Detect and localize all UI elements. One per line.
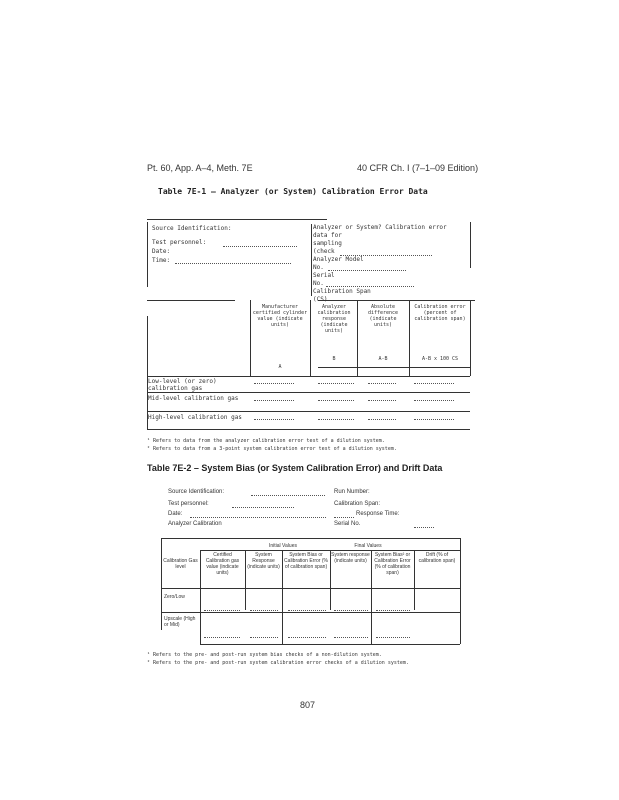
analyzer-meta-8: Calibration Span	[313, 288, 371, 295]
time-label: Time:	[152, 257, 171, 264]
t1-col-certified-value: Manufacturer certified cylinder value (indicate units)	[252, 304, 308, 328]
analyzer-meta-5: No.	[313, 264, 324, 271]
t2-analyzer-calibration: Analyzer Calibration	[168, 521, 222, 527]
analyzer-meta-9: (CS)	[313, 296, 328, 303]
t1-col-absolute-difference: Absolute difference (indicate units)	[367, 304, 399, 328]
analyzer-meta-6: Serial	[313, 272, 335, 279]
t1-row-low-level: Low-level (or zero) calibration gas	[148, 378, 217, 392]
t1-row-high-level: High-level calibration gas	[148, 414, 242, 421]
t1-letter-formula: A-B x 100 CS	[421, 356, 459, 362]
t2-col-gas-level: Calibration Gas level	[163, 558, 198, 570]
t2-col-final-bias: System Bias² or Calibration Error (% of calibration span)	[374, 552, 411, 576]
analyzer-meta-1: data for	[313, 232, 342, 239]
t2-test-personnel: Test personnel:	[168, 501, 209, 507]
t1-row-mid-level: Mid-level calibration gas	[148, 395, 239, 402]
t1-footnote-1: ¹ Refers to data from the analyzer calibration error test of a dilution system.	[147, 438, 385, 444]
analyzer-meta-4: Analyzer Model	[313, 256, 364, 263]
t2-row-upscale: Upscale (High or Mid)	[164, 616, 196, 628]
t2-col-drift: Drift (% of calibration span)	[418, 552, 456, 564]
date-label: Date:	[152, 248, 171, 255]
t2-footnote-1: ¹ Refers to the pre- and post-run system bias checks of a non-dilution system.	[147, 652, 382, 658]
table2-title: Table 7E-2 – System Bias (or System Calibration Error) and Drift Data	[147, 463, 443, 473]
t2-col-system-response: System Response (indicate units)	[247, 552, 280, 570]
t2-col-system-bias: System Bias or Calibration Error (% of calibration span)	[284, 552, 328, 570]
t2-run-number: Run Number:	[334, 489, 370, 495]
t1-footnote-2: ² Refers to data from a 3-point system calibration error test of a dilution system.	[147, 446, 397, 452]
t1-letter-a-minus-b: A-B	[378, 356, 388, 362]
test-personnel-label: Test personnel:	[152, 239, 207, 246]
running-header-right: 40 CFR Ch. I (7–1–09 Edition)	[357, 163, 479, 173]
page-number: 807	[300, 700, 316, 710]
t2-footnote-2: ² Refers to the pre- and post-run system calibration error checks of a dilution system.	[147, 660, 409, 666]
t1-letter-b: B	[332, 356, 336, 362]
table1-title: Table 7E-1 – Analyzer (or System) Calibration Error Data	[158, 187, 428, 196]
t2-response-time: Response Time:	[356, 511, 400, 517]
t2-date: Date:	[168, 511, 183, 517]
t1-col-analyzer-response: Analyzer calibration response (indicate units)	[317, 304, 351, 334]
analyzer-meta-0: Analyzer or System? Calibration error	[313, 224, 447, 231]
t2-group-final: Final Values	[354, 543, 382, 549]
t1-col-calibration-error: Calibration error (percent of calibration span)	[414, 304, 466, 322]
t2-row-zero-low: Zero/Low	[164, 594, 185, 600]
analyzer-meta-7: No.	[313, 280, 324, 287]
source-identification-label: Source Identification:	[152, 225, 232, 232]
analyzer-meta-2: sampling	[313, 240, 342, 247]
t2-source-identification: Source Identification:	[168, 489, 225, 495]
t2-serial-no: Serial No.	[334, 521, 361, 527]
t2-col-final-response: System response (indicate units)	[331, 552, 370, 564]
t2-group-initial: Initial Values	[269, 543, 297, 549]
t2-calibration-span: Calibration Span:	[334, 501, 381, 507]
running-header-left: Pt. 60, App. A–4, Meth. 7E	[147, 163, 253, 173]
t1-letter-a: A	[278, 364, 282, 370]
t2-col-certified-value: Certified Calibration gas value (indicate units)	[205, 552, 240, 576]
analyzer-meta-3: (check	[313, 248, 335, 255]
